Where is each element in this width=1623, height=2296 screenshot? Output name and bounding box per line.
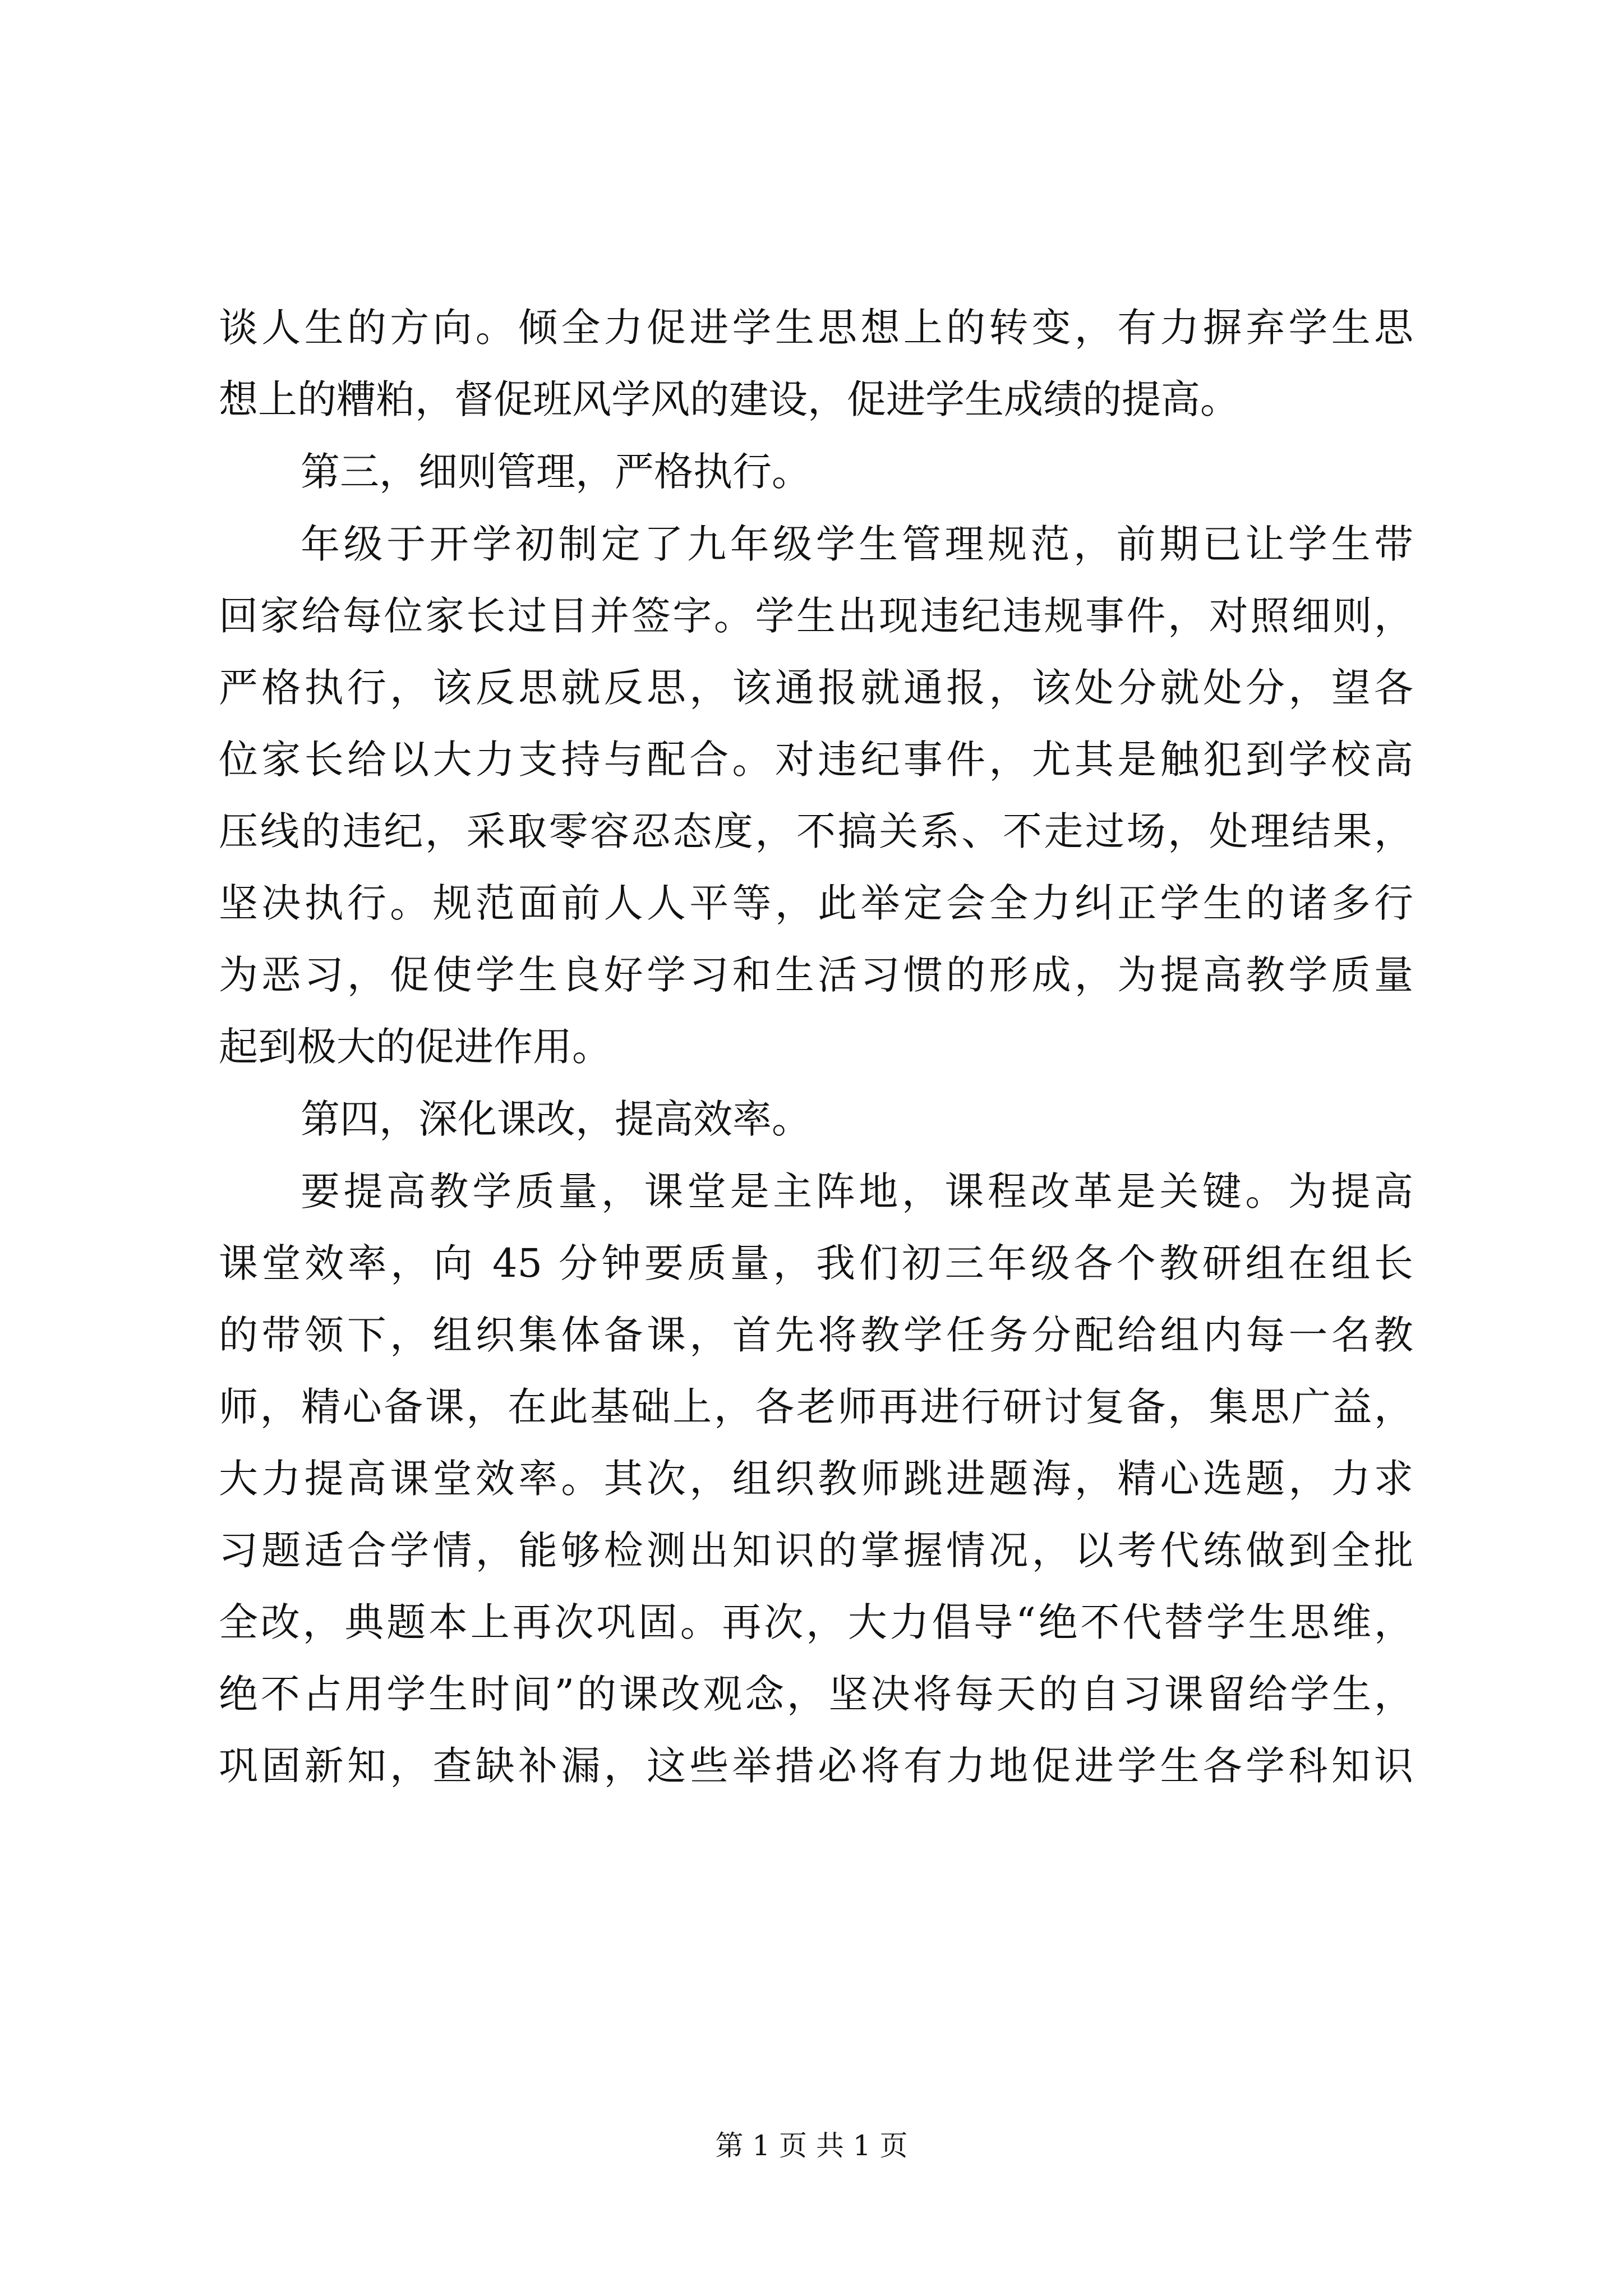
paragraph-line: 压线的违纪，采取零容忍态度，不搞关系、不走过场，处理结果， (219, 808, 1413, 854)
paragraph-line: 起到极大的促进作用。 (219, 1024, 611, 1070)
paragraph-line: 全改，典题本上再次巩固。再次，大力倡导“绝不代替学生思维， (219, 1599, 1413, 1645)
paragraph-line: 巩固新知，查缺补漏，这些举措必将有力地促进学生各学科知识 (219, 1743, 1413, 1789)
paragraph-line: 为恶习，促使学生良好学习和生活习惯的形成，为提高教学质量 (219, 952, 1413, 998)
paragraph-1 (219, 292, 1413, 435)
paragraph-line: 的带领下，组织集体备课，首先将教学任务分配给组内每一名教 (219, 1312, 1413, 1358)
paragraph-line: 想上的糟粕，督促班风学风的建设，促进学生成绩的提高。 (219, 376, 1239, 422)
section-heading-3: 第三，细则管理，严格执行。 (301, 449, 811, 495)
paragraph-line: 回家给每位家长过目并签字。学生出现违纪违规事件，对照细则， (219, 593, 1413, 639)
paragraph-3 (219, 1156, 1413, 1802)
document-body (219, 292, 1413, 1802)
paragraph-line: 师，精心备课，在此基础上，各老师再进行研讨复备，集思广益， (219, 1384, 1413, 1430)
paragraph-line: 坚决执行。规范面前人人平等，此举定会全力纠正学生的诸多行 (219, 880, 1413, 926)
page-footer: 第 1 页 共 1 页 (715, 2129, 908, 2162)
paragraph-line: 课堂效率，向 45 分钟要质量，我们初三年级各个教研组在组长 (219, 1240, 1413, 1286)
paragraph-line: 位家长给以大力支持与配合。对违纪事件，尤其是触犯到学校高 (219, 737, 1413, 783)
paragraph-line: 严格执行，该反思就反思，该通报就通报，该处分就处分，望各 (219, 665, 1413, 711)
paragraph-line: 要提高教学质量，课堂是主阵地，课程改革是关键。为提高 (301, 1168, 1413, 1214)
paragraph-line: 绝不占用学生时间”的课改观念，坚决将每天的自习课留给学生， (219, 1671, 1413, 1717)
paragraph-2 (219, 508, 1413, 1083)
section-heading-4: 第四，深化课改，提高效率。 (301, 1096, 811, 1142)
paragraph-line: 习题适合学情，能够检测出知识的掌握情况，以考代练做到全批 (219, 1527, 1413, 1573)
paragraph-line: 大力提高课堂效率。其次，组织教师跳进题海，精心选题，力求 (219, 1456, 1413, 1502)
paragraph-line: 年级于开学初制定了九年级学生管理规范，前期已让学生带 (301, 521, 1413, 567)
paragraph-line: 谈人生的方向。倾全力促进学生思想上的转变，有力摒弃学生思 (219, 305, 1413, 351)
